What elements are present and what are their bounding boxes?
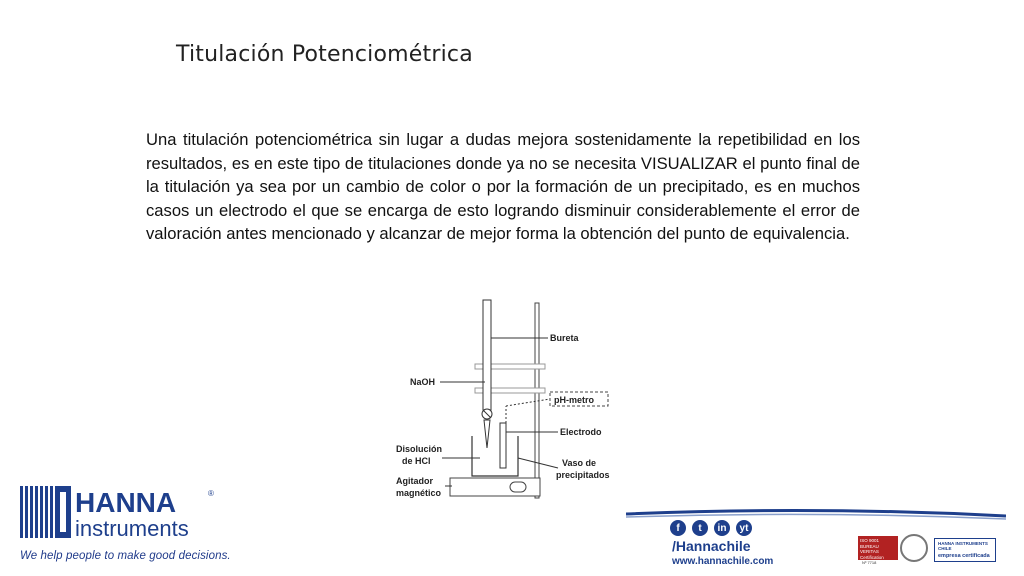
label-vaso-2: precipitados — [556, 470, 610, 480]
titration-diagram — [390, 298, 620, 508]
iso-number: Nº 7718 — [862, 560, 877, 565]
seal-icon — [900, 534, 928, 562]
label-phmetro: pH-metro — [554, 395, 594, 405]
beaker — [472, 436, 518, 476]
website-link[interactable]: www.hannachile.com — [672, 556, 774, 567]
label-bureta: Bureta — [550, 333, 579, 343]
label-disolucion-2: de HCl — [402, 456, 431, 466]
iso-certification — [858, 534, 930, 564]
electrode — [500, 423, 506, 468]
youtube-icon[interactable]: yt — [736, 520, 752, 536]
certified-company-badge: HANNA INSTRUMENTS CHILE empresa certificada — [934, 538, 996, 562]
social-handle[interactable]: /Hannachile — [672, 538, 751, 554]
slide-title: Titulación Potenciométrica — [176, 42, 473, 67]
body-paragraph: Una titulación potenciométrica sin lugar a dudas mejora sostenidamente la repetibilidad en los resultados, es en este tipo de titulaciones donde ya no se necesita VISUALIZAR el punto final de la titulación ya sea por un cambio de color o por la formación de un precipitado, es en muchos casos un electrodo el que se encarga de esto logrando disminuir considerablemente el error de valoración antes mencionado y alcanzar de mejor forma la obtención del punto de equivalencia. — [146, 130, 860, 244]
burette-tip — [484, 420, 490, 448]
svg-text:instruments: instruments — [75, 516, 189, 541]
linkedin-icon[interactable]: in — [714, 520, 730, 536]
label-vaso-1: Vaso de — [562, 458, 597, 468]
hanna-logo — [20, 484, 220, 544]
label-electrodo: Electrodo — [560, 427, 602, 437]
label-agitador-2: magnético — [396, 488, 442, 498]
twitter-icon[interactable]: t — [692, 520, 708, 536]
titration-svg — [390, 298, 620, 508]
facebook-icon[interactable]: f — [670, 520, 686, 536]
stirrer-knob — [510, 482, 526, 492]
label-naoh: NaOH — [410, 377, 436, 387]
label-agitador-1: Agitador — [396, 476, 433, 486]
bureau-veritas-badge: ISO 9001 BUREAU VERITAS Certification — [858, 536, 898, 560]
tagline: We help people to make good decisions. — [20, 550, 231, 562]
social-icons — [670, 520, 752, 536]
label-disolucion-1: Disolución — [396, 444, 443, 454]
burette-tube — [483, 300, 491, 410]
svg-text:HANNA: HANNA — [75, 487, 177, 518]
svg-text:®: ® — [208, 489, 214, 498]
